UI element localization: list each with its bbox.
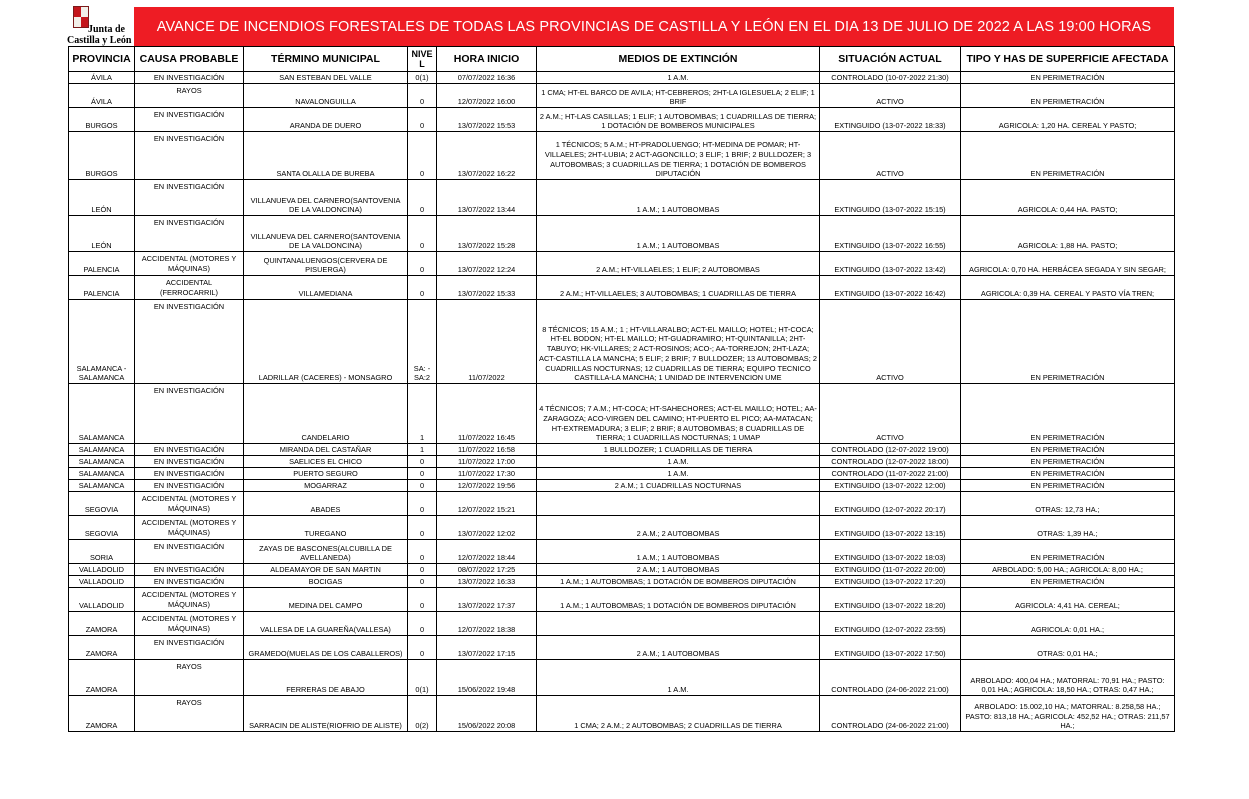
cell-hora: 13/07/2022 13:44 — [437, 180, 537, 216]
cell-termino: SANTA OLALLA DE BUREBA — [244, 132, 408, 180]
cell-situacion: ACTIVO — [820, 84, 961, 108]
col-header-nivel: NIVEL — [408, 47, 437, 72]
cell-medios: 1 TÉCNICOS; 5 A.M.; HT-PRADOLUENGO; HT-MEDINA DE POMAR; HT-VILLAELES; 2HT-LUBIA; 2 ACT-AGONCILLO; 3 ELIF; 1 BRIF; 2 BULLDOZER; 3 AUTOBOMBAS; 3 CUADRILLAS DE TIERRA; 1 DOTACIÓN DE BOMBEROS DIPUTACIÓN — [537, 132, 820, 180]
cell-superficie: EN PERIMETRACIÓN — [961, 468, 1175, 480]
cell-provincia: SEGOVIA — [69, 492, 135, 516]
cell-hora: 11/07/2022 17:30 — [437, 468, 537, 480]
cell-situacion: CONTROLADO (12-07-2022 19:00) — [820, 444, 961, 456]
cell-medios — [537, 492, 820, 516]
table-row — [69, 612, 1175, 636]
cell-causa: EN INVESTIGACIÓN — [135, 300, 244, 384]
col-header-superficie: TIPO Y HAS DE SUPERFICIE AFECTADA — [961, 47, 1175, 72]
cell-medios: 4 TÉCNICOS; 7 A.M.; HT-COCA; HT-SAHECHORES; ACT-EL MAILLO; HOTEL; AA-ZARAGOZA; ACO-VIRGEN DEL CAMINO; HT-PUERTO EL PICO; AA-MATACAN; HT-EXTREMADURA; 3 ELIF; 2 BRIF; 8 AUTOBOMBAS; 8 CUADRILLAS DE TIERRA; 1 CUADRILLAS NOCTURNAS; 1 UMAP — [537, 384, 820, 444]
table-row — [69, 588, 1175, 612]
cell-situacion: EXTINGUIDO (13-07-2022 13:42) — [820, 252, 961, 276]
cell-causa: ACCIDENTAL (FERROCARRIL) — [135, 276, 244, 300]
cell-provincia: SALAMANCA — [69, 480, 135, 492]
cell-superficie: AGRICOLA: 0,01 HA.; — [961, 612, 1175, 636]
cell-hora: 15/06/2022 19:48 — [437, 660, 537, 696]
cell-situacion: CONTROLADO (11-07-2022 21:00) — [820, 468, 961, 480]
cell-situacion: CONTROLADO (12-07-2022 18:00) — [820, 456, 961, 468]
table-row — [69, 660, 1175, 696]
table-row — [69, 564, 1175, 576]
cell-termino: NAVALONGUILLA — [244, 84, 408, 108]
cell-nivel: 1 — [408, 384, 437, 444]
cell-nivel: 0 — [408, 216, 437, 252]
cell-nivel: 0 — [408, 276, 437, 300]
cell-hora: 07/07/2022 16:36 — [437, 72, 537, 84]
cell-provincia: SALAMANCA - SALAMANCA — [69, 300, 135, 384]
cell-superficie: AGRICOLA: 0,39 HA. CEREAL Y PASTO VÍA TREN; — [961, 276, 1175, 300]
cell-nivel: 0 — [408, 84, 437, 108]
table-body — [69, 72, 1175, 732]
table-row — [69, 276, 1175, 300]
cell-termino: VILLANUEVA DEL CARNERO(SANTOVENIA DE LA VALDONCINA) — [244, 180, 408, 216]
cell-causa: EN INVESTIGACIÓN — [135, 180, 244, 216]
cell-hora: 13/07/2022 16:22 — [437, 132, 537, 180]
cell-medios: 2 A.M.; HT-VILLAELES; 3 AUTOBOMBAS; 1 CUADRILLAS DE TIERRA — [537, 276, 820, 300]
table-row — [69, 180, 1175, 216]
col-header-medios: MEDIOS DE EXTINCIÓN — [537, 47, 820, 72]
cell-provincia: PALENCIA — [69, 252, 135, 276]
table-row — [69, 468, 1175, 480]
cell-situacion: EXTINGUIDO (13-07-2022 18:03) — [820, 540, 961, 564]
cell-nivel: 0 — [408, 636, 437, 660]
cell-medios: 1 A.M.; 1 AUTOBOMBAS — [537, 216, 820, 252]
cell-nivel: 0 — [408, 108, 437, 132]
cell-hora: 11/07/2022 16:58 — [437, 444, 537, 456]
cell-causa: EN INVESTIGACIÓN — [135, 540, 244, 564]
cell-superficie: EN PERIMETRACIÓN — [961, 576, 1175, 588]
cell-hora: 13/07/2022 16:33 — [437, 576, 537, 588]
cell-termino: ZAYAS DE BASCONES(ALCUBILLA DE AVELLANEDA) — [244, 540, 408, 564]
cell-superficie: EN PERIMETRACIÓN — [961, 480, 1175, 492]
table-row — [69, 72, 1175, 84]
cell-nivel: 0 — [408, 588, 437, 612]
cell-causa: ACCIDENTAL (MOTORES Y MÁQUINAS) — [135, 516, 244, 540]
cell-termino: ARANDA DE DUERO — [244, 108, 408, 132]
logo-text-line2: Castilla y León — [67, 35, 132, 46]
cell-causa: RAYOS — [135, 84, 244, 108]
cell-provincia: ZAMORA — [69, 612, 135, 636]
cell-termino: LADRILLAR (CACERES) - MONSAGRO — [244, 300, 408, 384]
cell-causa: RAYOS — [135, 696, 244, 732]
table-row — [69, 696, 1175, 732]
cell-causa: EN INVESTIGACIÓN — [135, 480, 244, 492]
cell-termino: SAELICES EL CHICO — [244, 456, 408, 468]
cell-termino: MOGARRAZ — [244, 480, 408, 492]
cell-superficie: ARBOLADO: 5,00 HA.; AGRICOLA: 8,00 HA.; — [961, 564, 1175, 576]
cell-causa: EN INVESTIGACIÓN — [135, 456, 244, 468]
cell-hora: 12/07/2022 19:56 — [437, 480, 537, 492]
cell-provincia: VALLADOLID — [69, 564, 135, 576]
cell-medios: 2 A.M.; 1 CUADRILLAS NOCTURNAS — [537, 480, 820, 492]
table-row — [69, 516, 1175, 540]
cell-termino: BOCIGAS — [244, 576, 408, 588]
cell-hora: 13/07/2022 15:28 — [437, 216, 537, 252]
cell-hora: 15/06/2022 20:08 — [437, 696, 537, 732]
cell-medios: 1 A.M.; 1 AUTOBOMBAS — [537, 180, 820, 216]
cell-termino: ABADES — [244, 492, 408, 516]
table-row — [69, 300, 1175, 384]
cell-hora: 13/07/2022 12:24 — [437, 252, 537, 276]
cell-hora: 12/07/2022 18:38 — [437, 612, 537, 636]
cell-superficie: OTRAS: 0,01 HA.; — [961, 636, 1175, 660]
cell-situacion: CONTROLADO (10-07-2022 21:30) — [820, 72, 961, 84]
junta-logo — [66, 4, 136, 46]
cell-termino: MIRANDA DEL CASTAÑAR — [244, 444, 408, 456]
table-row — [69, 84, 1175, 108]
table-row — [69, 384, 1175, 444]
cell-situacion: EXTINGUIDO (13-07-2022 18:20) — [820, 588, 961, 612]
cell-termino: SAN ESTEBAN DEL VALLE — [244, 72, 408, 84]
cell-termino: VILLAMEDIANA — [244, 276, 408, 300]
cell-nivel: 0 — [408, 180, 437, 216]
cell-nivel: 0 — [408, 516, 437, 540]
cell-hora: 13/07/2022 17:15 — [437, 636, 537, 660]
cell-superficie: EN PERIMETRACIÓN — [961, 444, 1175, 456]
cell-causa: EN INVESTIGACIÓN — [135, 108, 244, 132]
cell-situacion: EXTINGUIDO (13-07-2022 13:15) — [820, 516, 961, 540]
cell-nivel: 0 — [408, 132, 437, 180]
cell-situacion: EXTINGUIDO (13-07-2022 16:55) — [820, 216, 961, 252]
table-row — [69, 540, 1175, 564]
cell-nivel: 0 — [408, 564, 437, 576]
cell-causa: RAYOS — [135, 660, 244, 696]
cell-medios: 1 A.M. — [537, 660, 820, 696]
cell-causa: EN INVESTIGACIÓN — [135, 444, 244, 456]
cell-medios: 1 A.M. — [537, 72, 820, 84]
cell-hora: 12/07/2022 16:00 — [437, 84, 537, 108]
cell-termino: GRAMEDO(MUELAS DE LOS CABALLEROS) — [244, 636, 408, 660]
cell-nivel: 0 — [408, 468, 437, 480]
cell-medios: 1 A.M.; 1 AUTOBOMBAS; 1 DOTACIÓN DE BOMBEROS DIPUTACIÓN — [537, 576, 820, 588]
cell-medios: 1 CMA; HT-EL BARCO DE AVILA; HT-CEBREROS; 2HT-LA IGLESUELA; 2 ELIF; 1 BRIF — [537, 84, 820, 108]
cell-causa: EN INVESTIGACIÓN — [135, 564, 244, 576]
cell-superficie: EN PERIMETRACIÓN — [961, 540, 1175, 564]
cell-termino: VILLANUEVA DEL CARNERO(SANTOVENIA DE LA VALDONCINA) — [244, 216, 408, 252]
table-row — [69, 576, 1175, 588]
cell-hora: 13/07/2022 12:02 — [437, 516, 537, 540]
cell-superficie: EN PERIMETRACIÓN — [961, 456, 1175, 468]
fires-table — [68, 46, 1175, 732]
table-row — [69, 108, 1175, 132]
cell-superficie: OTRAS: 1,39 HA.; — [961, 516, 1175, 540]
cell-medios: 2 A.M.; HT-LAS CASILLAS; 1 ELIF; 1 AUTOBOMBAS; 1 CUADRILLAS DE TIERRA; 1 DOTACIÓN DE BOMBEROS MUNICIPALES — [537, 108, 820, 132]
cell-situacion: EXTINGUIDO (13-07-2022 16:42) — [820, 276, 961, 300]
cell-nivel: 0(1) — [408, 72, 437, 84]
table-row — [69, 216, 1175, 252]
cell-provincia: PALENCIA — [69, 276, 135, 300]
report-title: AVANCE DE INCENDIOS FORESTALES DE TODAS LAS PROVINCIAS DE CASTILLA Y LEÓN EN EL DIA 13 DE JULIO DE 2022 A LAS 19:00 HORAS — [134, 7, 1174, 46]
cell-causa: ACCIDENTAL (MOTORES Y MÁQUINAS) — [135, 492, 244, 516]
cell-provincia: ZAMORA — [69, 660, 135, 696]
cell-provincia: SALAMANCA — [69, 456, 135, 468]
cell-nivel: SA: - SA:2 — [408, 300, 437, 384]
cell-nivel: 0 — [408, 252, 437, 276]
col-header-causa: CAUSA PROBABLE — [135, 47, 244, 72]
cell-superficie: EN PERIMETRACIÓN — [961, 132, 1175, 180]
cell-provincia: ZAMORA — [69, 636, 135, 660]
cell-causa: EN INVESTIGACIÓN — [135, 576, 244, 588]
cell-termino: QUINTANALUENGOS(CERVERA DE PISUERGA) — [244, 252, 408, 276]
cell-nivel: 0 — [408, 540, 437, 564]
cell-termino: TUREGANO — [244, 516, 408, 540]
cell-medios: 8 TÉCNICOS; 15 A.M.; 1 ; HT-VILLARALBO; ACT-EL MAILLO; HOTEL; HT-COCA; HT-EL BODON; HT-EL MAILLO; HT-GUADRAMIRO; HT-QUINTANILLA; 2HT-TABUYO; HK-VILLARES; 2 ACT-ROSINOS; ACO-; AA-TORREJON; 2HT-LAZA; ACT-CASTILLA LA MANCHA; 5 ELIF; 2 BRIF; 7 BULLDOZER; 13 AUTOBOMBAS; 2 CUADRILLAS NOCTURNAS; 12 CUADRILLAS DE TIERRA; EQUIPO TECNICO CASTILLA-LA MANCHA; 1 UNIDAD DE INTERVENCION UME — [537, 300, 820, 384]
table-row — [69, 252, 1175, 276]
cell-termino: SARRACIN DE ALISTE(RIOFRIO DE ALISTE) — [244, 696, 408, 732]
cell-provincia: SEGOVIA — [69, 516, 135, 540]
cell-hora: 08/07/2022 17:25 — [437, 564, 537, 576]
cell-situacion: EXTINGUIDO (13-07-2022 17:20) — [820, 576, 961, 588]
cell-nivel: 1 — [408, 444, 437, 456]
cell-hora: 11/07/2022 — [437, 300, 537, 384]
cell-provincia: LEÓN — [69, 216, 135, 252]
cell-nivel: 0 — [408, 492, 437, 516]
cell-situacion: CONTROLADO (24-06-2022 21:00) — [820, 696, 961, 732]
cell-provincia: ZAMORA — [69, 696, 135, 732]
cell-hora: 13/07/2022 15:53 — [437, 108, 537, 132]
cell-termino: MEDINA DEL CAMPO — [244, 588, 408, 612]
cell-superficie: AGRICOLA: 1,20 HA. CEREAL Y PASTO; — [961, 108, 1175, 132]
cell-hora: 11/07/2022 16:45 — [437, 384, 537, 444]
col-header-situacion: SITUACIÓN ACTUAL — [820, 47, 961, 72]
cell-superficie: EN PERIMETRACIÓN — [961, 72, 1175, 84]
cell-superficie: EN PERIMETRACIÓN — [961, 384, 1175, 444]
table-row — [69, 132, 1175, 180]
cell-provincia: BURGOS — [69, 108, 135, 132]
cell-medios — [537, 612, 820, 636]
cell-superficie: EN PERIMETRACIÓN — [961, 300, 1175, 384]
cell-superficie: AGRICOLA: 4,41 HA. CEREAL; — [961, 588, 1175, 612]
cell-situacion: EXTINGUIDO (12-07-2022 23:55) — [820, 612, 961, 636]
cell-provincia: LEÓN — [69, 180, 135, 216]
cell-hora: 12/07/2022 18:44 — [437, 540, 537, 564]
cell-provincia: SALAMANCA — [69, 444, 135, 456]
cell-causa: EN INVESTIGACIÓN — [135, 72, 244, 84]
cell-causa: ACCIDENTAL (MOTORES Y MÁQUINAS) — [135, 588, 244, 612]
cell-situacion: ACTIVO — [820, 300, 961, 384]
cell-superficie: AGRICOLA: 0,70 HA. HERBÁCEA SEGADA Y SIN SEGAR; — [961, 252, 1175, 276]
cell-superficie: EN PERIMETRACIÓN — [961, 84, 1175, 108]
table-row — [69, 444, 1175, 456]
cell-causa: EN INVESTIGACIÓN — [135, 216, 244, 252]
cell-nivel: 0 — [408, 456, 437, 468]
cell-causa: EN INVESTIGACIÓN — [135, 384, 244, 444]
table-header-row — [69, 47, 1175, 72]
cell-causa: EN INVESTIGACIÓN — [135, 468, 244, 480]
table-row — [69, 492, 1175, 516]
cell-situacion: ACTIVO — [820, 384, 961, 444]
cell-provincia: VALLADOLID — [69, 576, 135, 588]
cell-superficie: ARBOLADO: 400,04 HA.; MATORRAL: 70,91 HA.; PASTO: 0,01 HA.; AGRICOLA: 18,50 HA.; OTRAS: 0,47 HA.; — [961, 660, 1175, 696]
table-row — [69, 456, 1175, 468]
cell-hora: 13/07/2022 17:37 — [437, 588, 537, 612]
col-header-provincia: PROVINCIA — [69, 47, 135, 72]
cell-superficie: AGRICOLA: 1,88 HA. PASTO; — [961, 216, 1175, 252]
cell-situacion: EXTINGUIDO (11-07-2022 20:00) — [820, 564, 961, 576]
cell-situacion: EXTINGUIDO (13-07-2022 12:00) — [820, 480, 961, 492]
cell-superficie: ARBOLADO: 15.002,10 HA.; MATORRAL: 8.258,58 HA.; PASTO: 813,18 HA.; AGRICOLA: 452,52 HA.; OTRAS: 211,57 HA.; — [961, 696, 1175, 732]
cell-termino: VALLESA DE LA GUAREÑA(VALLESA) — [244, 612, 408, 636]
cell-medios: 1 A.M.; 1 AUTOBOMBAS; 1 DOTACIÓN DE BOMBEROS DIPUTACIÓN — [537, 588, 820, 612]
cell-causa: EN INVESTIGACIÓN — [135, 636, 244, 660]
cell-medios: 1 A.M.; 1 AUTOBOMBAS — [537, 540, 820, 564]
cell-causa: EN INVESTIGACIÓN — [135, 132, 244, 180]
logo-text-line1: Junta de — [88, 24, 125, 35]
cell-termino: CANDELARIO — [244, 384, 408, 444]
cell-provincia: VALLADOLID — [69, 588, 135, 612]
cell-medios: 2 A.M.; 1 AUTOBOMBAS — [537, 636, 820, 660]
cell-causa: ACCIDENTAL (MOTORES Y MÁQUINAS) — [135, 612, 244, 636]
cell-causa: ACCIDENTAL (MOTORES Y MÁQUINAS) — [135, 252, 244, 276]
cell-provincia: BURGOS — [69, 132, 135, 180]
cell-medios: 2 A.M.; 1 AUTOBOMBAS — [537, 564, 820, 576]
cell-medios: 1 BULLDOZER; 1 CUADRILLAS DE TIERRA — [537, 444, 820, 456]
cell-medios: 2 A.M.; 2 AUTOBOMBAS — [537, 516, 820, 540]
cell-provincia: ÁVILA — [69, 84, 135, 108]
cell-situacion: ACTIVO — [820, 132, 961, 180]
cell-nivel: 0 — [408, 576, 437, 588]
coat-of-arms-icon — [73, 6, 89, 28]
cell-situacion: EXTINGUIDO (13-07-2022 17:50) — [820, 636, 961, 660]
cell-hora: 13/07/2022 15:33 — [437, 276, 537, 300]
cell-medios: 1 A.M. — [537, 456, 820, 468]
cell-situacion: EXTINGUIDO (12-07-2022 20:17) — [820, 492, 961, 516]
cell-provincia: SORIA — [69, 540, 135, 564]
cell-superficie: OTRAS: 12,73 HA.; — [961, 492, 1175, 516]
cell-nivel: 0(2) — [408, 696, 437, 732]
cell-nivel: 0 — [408, 612, 437, 636]
cell-situacion: EXTINGUIDO (13-07-2022 15:15) — [820, 180, 961, 216]
cell-termino: FERRERAS DE ABAJO — [244, 660, 408, 696]
cell-provincia: SALAMANCA — [69, 384, 135, 444]
col-header-hora: HORA INICIO — [437, 47, 537, 72]
cell-hora: 11/07/2022 17:00 — [437, 456, 537, 468]
table-row — [69, 636, 1175, 660]
cell-situacion: CONTROLADO (24-06-2022 21:00) — [820, 660, 961, 696]
col-header-termino: TÉRMINO MUNICIPAL — [244, 47, 408, 72]
cell-situacion: EXTINGUIDO (13-07-2022 18:33) — [820, 108, 961, 132]
cell-medios: 1 A.M. — [537, 468, 820, 480]
cell-termino: PUERTO SEGURO — [244, 468, 408, 480]
cell-medios: 1 CMA; 2 A.M.; 2 AUTOBOMBAS; 2 CUADRILLAS DE TIERRA — [537, 696, 820, 732]
cell-medios: 2 A.M.; HT-VILLAELES; 1 ELIF; 2 AUTOBOMBAS — [537, 252, 820, 276]
cell-termino: ALDEAMAYOR DE SAN MARTIN — [244, 564, 408, 576]
cell-provincia: ÁVILA — [69, 72, 135, 84]
table-row — [69, 480, 1175, 492]
cell-superficie: AGRICOLA: 0,44 HA. PASTO; — [961, 180, 1175, 216]
cell-nivel: 0(1) — [408, 660, 437, 696]
cell-nivel: 0 — [408, 480, 437, 492]
cell-provincia: SALAMANCA — [69, 468, 135, 480]
cell-hora: 12/07/2022 15:21 — [437, 492, 537, 516]
